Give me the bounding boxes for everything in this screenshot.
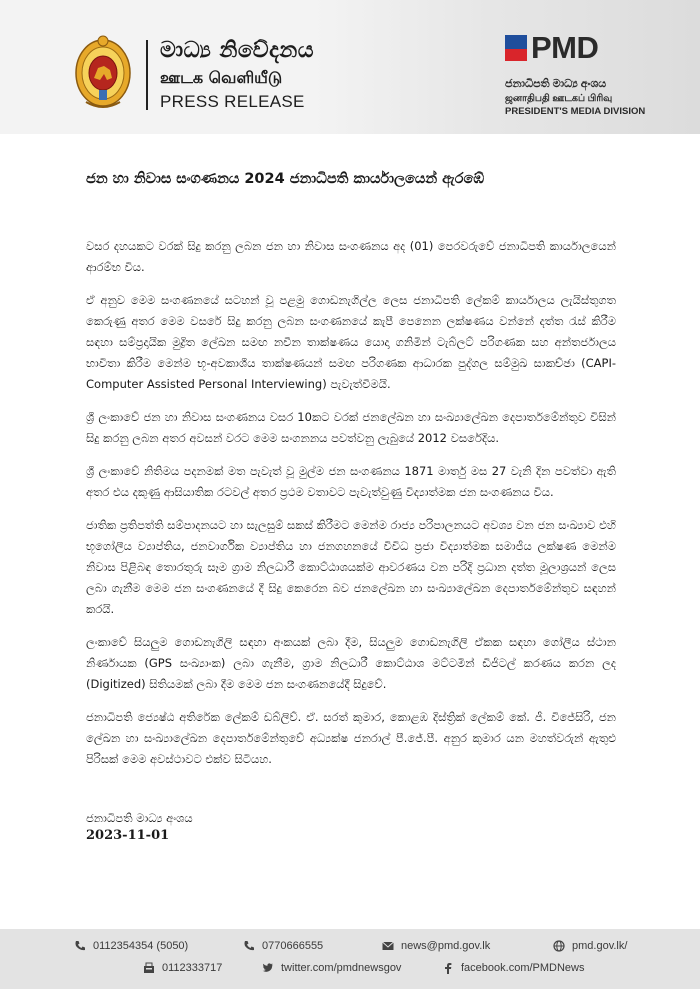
- footer-twitter[interactable]: [262, 962, 401, 974]
- email-icon: [382, 940, 394, 952]
- body-paragraph: ලංකාවේ සියලුම ගොඩනැගිලි සඳහා අංකයක් ලබා දීම, සියලුම ගොඩනැගිලි ඒකක සඳහා ගෝලීය ස්ථාන නිර්ණායක (GPS සංඛ්‍යාංක) ලබා ගැනීම, ග්‍රාම නිලධාරී කොට්ඨාශ මට්ටමින් ඩිජිටල් කරණය කරන ලද (Digitized) සිතියමක් ලබා දීම මෙම ජන සංගණනයේදී සිදුවේ.: [86, 635, 616, 691]
- body-paragraph: ඒ අනුව මෙම සංගණනයේ සටහන් වූ පළමු ගොඩනැගිල්ල ලෙස ජනාධිපති ලේකම් කාර්යාලය ලැයිස්තුගත කෙරුණු අතර මෙම වසරේ සිදු කරනු ලබන සංගණනයේ කැපී පෙනෙන ලක්ෂණය වන්නේ දත්ත රැස් කිරීම සඳහා සම්ප්‍රදායික මුද්‍රිත ලේඛන සමඟ නවීන තාක්ෂණය යොදා ගනිමින් ටැබ්ලට් පරිගණක සහ අන්තර්ජාලය භාවිතා කිරීම මෙන්ම භූ-අවකාශීය තාක්ෂණයන් සමඟ පරිගණක ආධාරක පුද්ගල සම්මුඛ සාකච්ඡා (CAPI- Computer Assisted Personal Interviewing) පැවැත්වීමයි.: [86, 293, 616, 391]
- header-title-sinhala: මාධ්‍ය නිවේදනය: [160, 38, 315, 63]
- footer-email-text: news@pmd.gov.lk: [401, 940, 491, 952]
- footer-phone-2-text: 0770666555: [262, 940, 324, 952]
- phone-icon: [74, 940, 86, 952]
- footer-website[interactable]: [553, 940, 627, 952]
- facebook-icon: [442, 962, 454, 974]
- footer-fax-text: 0112333717: [162, 962, 223, 974]
- phone-icon: [243, 940, 255, 952]
- footer-phone-2[interactable]: [243, 940, 323, 952]
- footer-facebook[interactable]: [442, 962, 585, 974]
- footer-website-text: pmd.gov.lk/: [572, 940, 628, 952]
- press-release-header: [0, 0, 700, 134]
- body-paragraph: ජාතික ප්‍රතිපත්ති සම්පාදනයට හා සැලසුම් සකස් කිරීමට මෙන්ම රාජ්‍ය පරිපාලනයට අවශ්‍ය වන ජන සංඛ්‍යාව එහි භූගෝලීය ව්‍යාප්තිය, ජනවාර්ගික ව්‍යාප්තිය හා ජනගහනයේ විවිධ ප්‍රජා විද්‍යාත්මක සමාජීය ලක්ෂණ මෙන්ම නිවාස පිළිබඳ තොරතුරු සෑම ග්‍රාම නිලධාරී කොට්ඨාශයක්ම ආවරණය වන පරිදි ප්‍රධාන දත්ත මූලාශ්‍රයන් ලෙස ලබා ගැනීම මෙම ජන සංගණනයේ දී සිදු කෙරෙන බව ජනලේඛන හා සංඛ්‍යාලේඛන දෙපාර්තමේන්තුව සඳහන් කරයි.: [86, 518, 616, 616]
- pmd-name-sinhala: ජනාධිපති මාධ්‍ය අංශය: [505, 78, 607, 90]
- sri-lanka-national-emblem-icon: [74, 32, 132, 110]
- pmd-name-english: PRESIDENT'S MEDIA DIVISION: [505, 106, 646, 117]
- footer-phone-1[interactable]: [74, 940, 188, 952]
- press-release-title: ජන හා නිවාස සංගණනය 2024 ජනාධිපති කාර්යාලයෙන් ඇරඹේ: [86, 171, 485, 187]
- signature-department: ජනාධිපති මාධ්‍ය අංශය: [86, 811, 193, 825]
- globe-icon: [553, 940, 565, 952]
- pmd-name-tamil: ஜனாதிபதி ஊடகப் பிரிவு: [505, 93, 613, 104]
- footer-phone-1-text: 0112354354 (5050): [93, 940, 189, 952]
- body-paragraph: ශ්‍රී ලංකාවේ නිතිමය පදනමක් මත පැවැත් වූ මුල්ම ජන සංගණනය 1871 මාර්තු මස 27 වැනි දින පවත්වා ඇති අතර එය දකුණු ආසියාතික රටවල් අතර ප්‍රථම වතාවට පැවැත්වුණු විද්‍යාත්මක ජන සංගණනය විය.: [86, 464, 616, 499]
- body-paragraph: වසර දහයකට වරක් සිදු කරනු ලබන ජන හා නිවාස සංගණනය අද (01) පෙරවරුවේ ජනාධිපති කාර්යාලයෙන් ආරම්භ විය.: [86, 239, 616, 274]
- contact-footer: [0, 929, 700, 989]
- footer-facebook-text: facebook.com/PMDNews: [461, 962, 585, 974]
- header-divider: [146, 40, 148, 110]
- header-title-english: PRESS RELEASE: [160, 92, 305, 111]
- pmd-logo-text: PMD: [531, 30, 599, 65]
- press-release-body: [86, 236, 616, 782]
- body-paragraph: ජනාධිපති ජ්‍යෙෂ්ඨ අතිරේක ලේකම් ඩබ්ලිව්. ඒ. සරත් කුමාර, කොළඹ දිස්ත්‍රික් ලේකම් කේ. ජී. විජේසිරි, ජන ලේඛන හා සංඛ්‍යාලේඛන දෙපාර්තමේන්තුවේ අධ්‍යක්ෂ ජනරාල් පී.ජේ.පී. අනුර කුමාර යන මහත්වරුන් ඇතුළු පිරිසක් මෙම අවස්ථාවට එක්ව සිටියහ.: [86, 710, 616, 766]
- header-title-tamil: ஊடக வெளியீடு: [160, 68, 283, 87]
- footer-email[interactable]: [382, 940, 490, 952]
- fax-icon: [143, 962, 155, 974]
- twitter-icon: [262, 962, 274, 974]
- footer-fax[interactable]: [143, 962, 222, 974]
- release-date: 2023-11-01: [86, 828, 170, 843]
- body-paragraph: ශ්‍රී ලංකාවේ ජන හා නිවාස සංගණනය වසර 10කට වරක් ජනලේඛන හා සංඛ්‍යාලේඛන දෙපාර්තමේන්තුව විසින් සිදු කරනු ලබන අතර අවසන් වරට මෙම සංගනනය පවත්වනු ලැබුයේ 2012 වසරේදිය.: [86, 410, 616, 445]
- footer-twitter-text: twitter.com/pmdnewsgov: [281, 962, 402, 974]
- pmd-logo: [505, 30, 625, 69]
- pmd-flag-icon: [505, 35, 527, 61]
